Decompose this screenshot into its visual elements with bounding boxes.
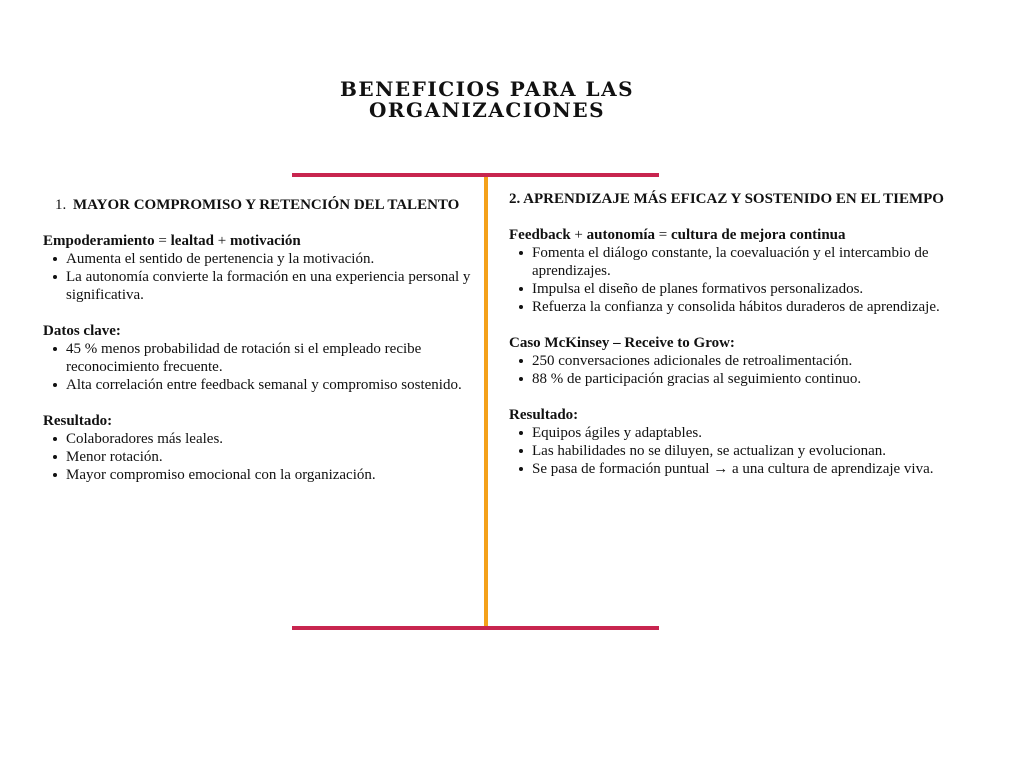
page-title-line-1: BENEFICIOS PARA LAS [339, 77, 635, 101]
center-divider-line [484, 177, 488, 626]
right-case-list [509, 352, 954, 388]
list-item: Equipos ágiles y adaptables. [509, 424, 954, 442]
bottom-divider-line [292, 626, 659, 630]
title-operator: = [154, 233, 171, 249]
left-column-heading [43, 196, 483, 214]
right-result-list [509, 424, 954, 478]
left-section-title-empowerment [43, 232, 483, 250]
title-part: motivación [229, 233, 301, 249]
title-operator: = [654, 227, 671, 243]
title-part: Feedback [509, 227, 571, 243]
left-section-title-key-data: Datos clave: [43, 323, 121, 339]
left-empowerment-list [43, 250, 483, 304]
left-section-title-result: Resultado: [43, 413, 113, 429]
list-item: Fomenta el diálogo constante, la coevaluación y el intercambio de aprendizajes. [509, 244, 954, 280]
page-title [262, 79, 712, 121]
list-item: Se pasa de formación puntual → a una cultura de aprendizaje viva. [509, 460, 954, 478]
left-column [43, 196, 483, 484]
right-feedback-list [509, 244, 954, 316]
title-part: cultura de mejora continua [670, 227, 846, 243]
list-item: Las habilidades no se diluyen, se actualizan y evolucionan. [509, 442, 954, 460]
list-item: 250 conversaciones adicionales de retroalimentación. [509, 352, 954, 370]
title-part: lealtad [170, 233, 214, 249]
title-operator: + [570, 227, 587, 243]
title-operator: + [213, 233, 230, 249]
list-item: Colaboradores más leales. [43, 430, 483, 448]
right-section-title-result: Resultado: [509, 407, 579, 423]
right-section-title-feedback [509, 226, 954, 244]
list-item: La autonomía convierte la formación en una experiencia personal y significativa. [43, 268, 483, 304]
list-item: Impulsa el diseño de planes formativos personalizados. [509, 280, 954, 298]
right-column [509, 190, 954, 478]
list-item: 45 % menos probabilidad de rotación si el empleado recibe reconocimiento frecuente. [43, 340, 483, 376]
list-item: Aumenta el sentido de pertenencia y la motivación. [43, 250, 483, 268]
title-part: autonomía [586, 227, 655, 243]
page-title-line-2: ORGANIZACIONES [368, 98, 606, 122]
left-result-list [43, 430, 483, 484]
list-item: Menor rotación. [43, 448, 483, 466]
list-item: Alta correlación entre feedback semanal y compromiso sostenido. [43, 376, 483, 394]
list-item: Refuerza la confianza y consolida hábitos duraderos de aprendizaje. [509, 298, 954, 316]
left-key-data-list [43, 340, 483, 394]
list-item: Mayor compromiso emocional con la organización. [43, 466, 483, 484]
right-section-title-case: Caso McKinsey – Receive to Grow: [509, 335, 735, 351]
left-heading-text: MAYOR COMPROMISO Y RETENCIÓN DEL TALENTO [73, 197, 460, 213]
right-column-heading: 2. APRENDIZAJE MÁS EFICAZ Y SOSTENIDO EN EL TIEMPO [509, 191, 944, 207]
left-heading-number: 1. [55, 197, 67, 213]
list-item: 88 % de participación gracias al seguimiento continuo. [509, 370, 954, 388]
title-part: Empoderamiento [43, 233, 155, 249]
top-divider-line [292, 173, 659, 177]
